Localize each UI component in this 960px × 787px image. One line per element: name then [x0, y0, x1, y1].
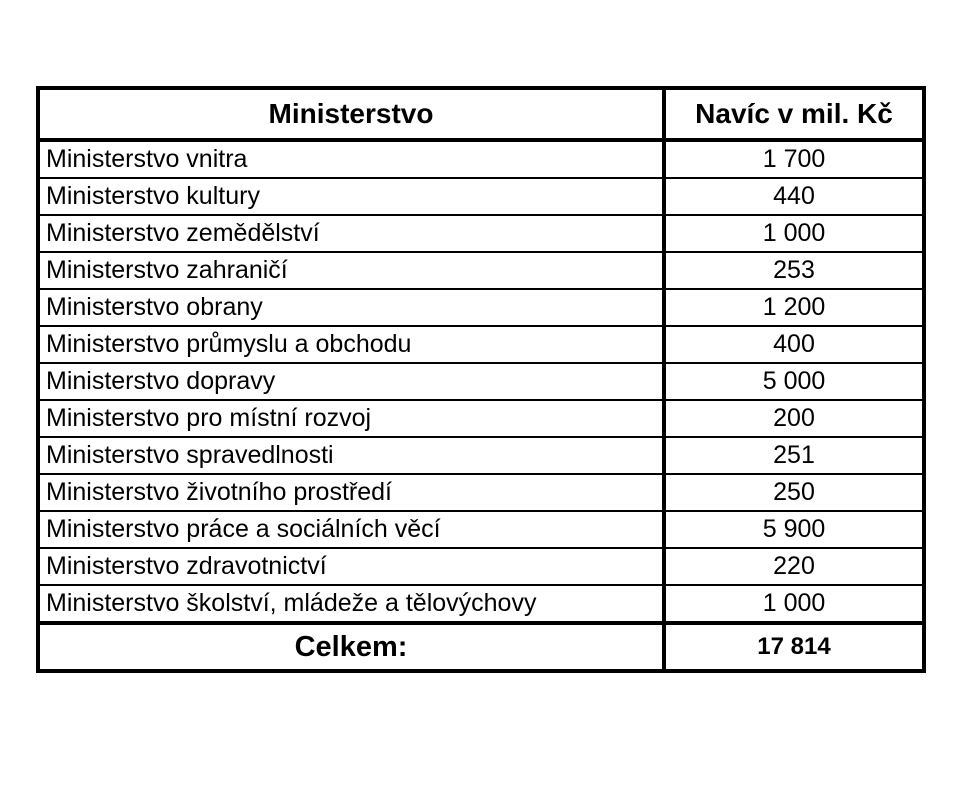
ministry-amount: 5 900: [664, 511, 924, 548]
ministry-amount: 5 000: [664, 363, 924, 400]
budget-table-container: [36, 86, 922, 673]
table-row: [38, 400, 924, 437]
ministry-amount: 1 000: [664, 215, 924, 252]
ministry-name: Ministerstvo dopravy: [38, 363, 664, 400]
table-row: [38, 215, 924, 252]
ministry-name: Ministerstvo školství, mládeže a tělovýchovy: [38, 585, 664, 623]
total-row: [38, 623, 924, 671]
ministry-name: Ministerstvo zahraničí: [38, 252, 664, 289]
ministry-amount: 1 700: [664, 140, 924, 178]
table-row: [38, 474, 924, 511]
ministry-amount: 253: [664, 252, 924, 289]
ministry-budget-table: [36, 86, 926, 673]
ministry-name: Ministerstvo životního prostředí: [38, 474, 664, 511]
table-row: [38, 326, 924, 363]
header-ministry: Ministerstvo: [38, 88, 664, 140]
table-row: [38, 363, 924, 400]
table-row: [38, 548, 924, 585]
ministry-name: Ministerstvo průmyslu a obchodu: [38, 326, 664, 363]
ministry-amount: 200: [664, 400, 924, 437]
ministry-name: Ministerstvo pro místní rozvoj: [38, 400, 664, 437]
table-header-row: [38, 88, 924, 140]
table-row: [38, 437, 924, 474]
total-amount: 17 814: [664, 623, 924, 671]
ministry-amount: 251: [664, 437, 924, 474]
ministry-amount: 1 000: [664, 585, 924, 623]
ministry-amount: 400: [664, 326, 924, 363]
total-label: Celkem:: [38, 623, 664, 671]
table-row: [38, 511, 924, 548]
ministry-name: Ministerstvo zemědělství: [38, 215, 664, 252]
ministry-name: Ministerstvo zdravotnictví: [38, 548, 664, 585]
ministry-name: Ministerstvo spravedlnosti: [38, 437, 664, 474]
ministry-amount: 440: [664, 178, 924, 215]
ministry-name: Ministerstvo obrany: [38, 289, 664, 326]
ministry-name: Ministerstvo práce a sociálních věcí: [38, 511, 664, 548]
ministry-amount: 250: [664, 474, 924, 511]
table-row: [38, 140, 924, 178]
ministry-amount: 1 200: [664, 289, 924, 326]
ministry-name: Ministerstvo kultury: [38, 178, 664, 215]
table-row: [38, 178, 924, 215]
table-row: [38, 252, 924, 289]
table-row: [38, 289, 924, 326]
ministry-name: Ministerstvo vnitra: [38, 140, 664, 178]
header-amount: Navíc v mil. Kč: [664, 88, 924, 140]
ministry-amount: 220: [664, 548, 924, 585]
table-row: [38, 585, 924, 623]
